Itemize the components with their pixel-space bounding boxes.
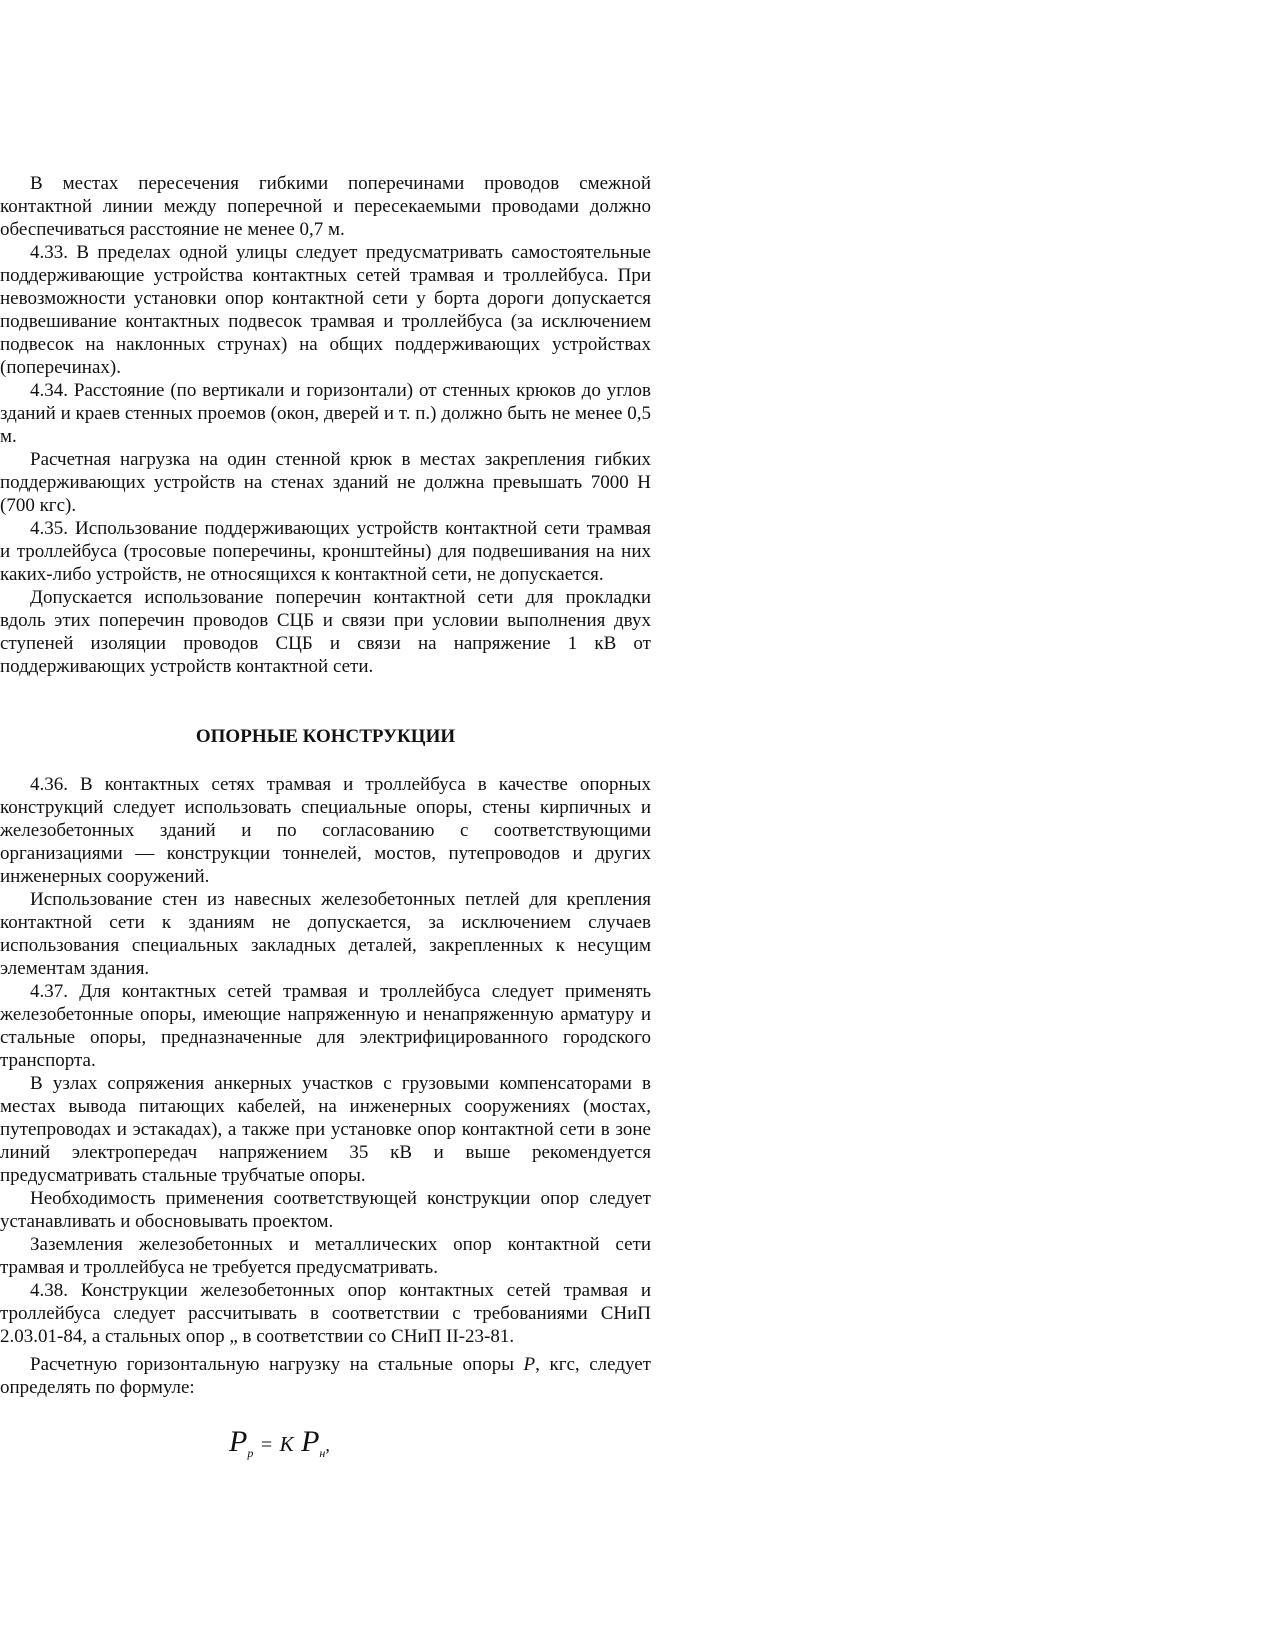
paragraph-hook-load: Расчетная нагрузка на один стенной крюк в местах закрепления гибких поддерживающих устройств на стенах зданий не должна превышать 7000 Н (700 кгс). [0,449,651,516]
paragraph-tubular-poles: В узлах сопряжения анкерных участков с грузовыми компенсаторами в местах вывода питающих кабелей, на инженерных сооружениях (мостах, путепроводах и эстакадах), а также при установке опор контактной сети в зоне линий электропередач напряжением 35 кВ и выше рекомендуется предусматривать стальные трубчатые опоры. [0,1073,651,1186]
formula-comma: , [325,1435,330,1455]
formula-rhs-subscript: н [319,1446,326,1460]
paragraph-crossing-distance: В местах пересечения гибкими поперечинами проводов смежной контактной линии между поперечной и пересекаемыми проводами должно обеспечиваться расстояние не менее 0,7 м. [0,173,651,240]
paragraph-horizontal-load-text-b: , кгс, следует определять по формуле: [0,1354,651,1398]
paragraph-grounding: Заземления железобетонных и металлических опор контактной сети трамвая и троллейбуса не требуется предусматривать. [0,1234,651,1278]
load-formula [229,1425,330,1465]
section-heading: ОПОРНЫЕ КОНСТРУКЦИИ [195,726,456,747]
paragraph-4-33: 4.33. В пределах одной улицы следует предусматривать самостоятельные поддерживающие устройства контактных сетей трамвая и троллейбуса. При невозможности установки опор контактной сети у борта дороги допускается подвешивание контактных подвесок трамвая и троллейбуса (за исключением подвесок на наклонных струнах) на общих поддерживающих устройствах (поперечинах). [0,242,651,378]
formula-rhs: P [301,1425,320,1458]
paragraph-4-34: 4.34. Расстояние (по вертикали и горизонтали) от стенных крюков до углов зданий и краев стенных проемов (окон, дверей и т. п.) должно быть не менее 0,5 м. [0,380,651,447]
paragraph-4-38: 4.38. Конструкции железобетонных опор контактных сетей трамвая и троллейбуса следует рассчитывать в соответствии с требованиями СНиП 2.03.01-84, а стальных опор „ в соответствии со СНиП II-23-81. [0,1280,651,1347]
paragraph-design-justification: Необходимость применения соответствующей конструкции опор следует устанавливать и обосновывать проектом. [0,1188,651,1232]
paragraph-wall-loops: Использование стен из навесных железобетонных петлей для крепления контактной сети к зданиям не допускается, за исключением случаев использования специальных закладных деталей, закрепленных к несущим элементам здания. [0,889,651,979]
formula-equals: = [260,1434,273,1456]
paragraph-4-35: 4.35. Использование поддерживающих устройств контактной сети трамвая и троллейбуса (тросовые поперечины, кронштейны) для подвешивания на них каких-либо устройств, не относящихся к контактной сети, не допускается. [0,518,651,585]
paragraph-4-36: 4.36. В контактных сетях трамвая и троллейбуса в качестве опорных конструкций следует использовать специальные опоры, стены кирпичных и железобетонных зданий и по согласованию с соответствующими организациями — конструкции тоннелей, мостов, путепроводов и других инженерных сооружений. [0,774,651,887]
paragraph-horizontal-load-text-a: Расчетную горизонтальную нагрузку на стальные опоры [30,1354,524,1375]
load-symbol: P [523,1354,536,1375]
formula-coefficient: К [279,1432,294,1456]
text-block-support-structures [0,773,651,1399]
paragraph-horizontal-load [0,1353,651,1399]
paragraph-signal-wires: Допускается использование поперечин контактной сети для прокладки вдоль этих поперечин проводов СЦБ и связи при условии выполнения двух ступеней изоляции проводов СЦБ и связи на напряжение 1 кВ от поддерживающих устройств контактной сети. [0,587,651,677]
text-block-contact-line [0,172,651,678]
formula-lhs: P [229,1425,248,1458]
paragraph-4-37: 4.37. Для контактных сетей трамвая и троллейбуса следует применять железобетонные опоры, имеющие напряженную и ненапряженную арматуру и стальные опоры, предназначенные для электрифицированного городского транспорта. [0,981,651,1071]
formula-lhs-subscript: р [247,1446,254,1460]
